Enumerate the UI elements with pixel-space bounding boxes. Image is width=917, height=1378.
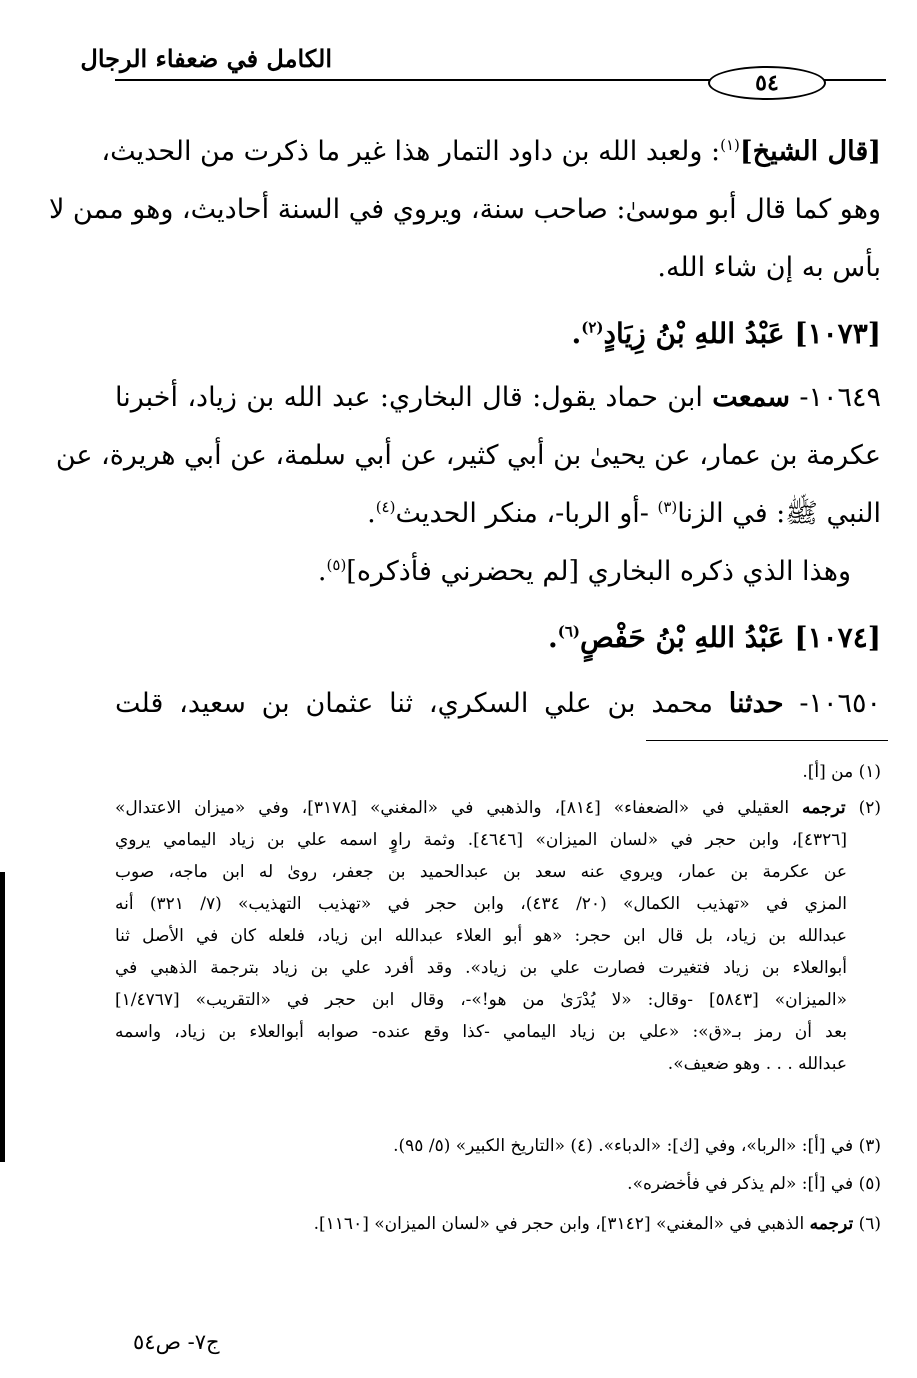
hadith-line bbox=[115, 380, 881, 416]
footnote-ref: (٦) bbox=[557, 622, 581, 641]
line-text: النبي ﷺ: في الزنا bbox=[677, 498, 881, 529]
page-number: ٥٤ bbox=[755, 70, 779, 96]
hadith-line bbox=[318, 554, 851, 590]
footnote-3-4: (٣) في [أ]: «الربا»، وفي [ك]: «الدباء». (٤) «التاريخ الكبير» (٥/ ٩٥). bbox=[393, 1136, 881, 1156]
line-text: العقيلي في «الضعفاء» [٨١٤]، والذهبي في «المغني» [٣١٧٨]، وفي «ميزان الاعتدال» bbox=[115, 798, 803, 818]
footnote-ref: (٤) bbox=[375, 498, 396, 516]
line-text: وهذا الذي ذكره البخاري [لم يحضرني فأذكره] bbox=[346, 556, 851, 587]
line-text: . bbox=[317, 556, 327, 587]
header-rule-right bbox=[824, 79, 886, 81]
entry-heading-text: [١٠٧٤] عَبْدُ اللهِ بْنُ حَفْصٍ bbox=[580, 621, 881, 654]
hadith-line: عكرمة بن عمار، عن يحيىٰ بن أبي كثير، عن أبي سلمة، عن أبي هريرة، عن bbox=[55, 440, 881, 471]
footnote-2-line: عبدالله بن زياد، بل قال ابن حجر: «هو أبو العلاء عبدالله ابن زياد، فلعله كان في الأصل ثنا bbox=[115, 926, 847, 946]
footnote-6 bbox=[314, 1212, 881, 1236]
hadith-line bbox=[367, 496, 881, 532]
hadith-keyword: سمعت bbox=[712, 382, 790, 413]
hadith-line bbox=[115, 686, 881, 722]
footnote-ref: (٢) bbox=[581, 318, 604, 337]
line-text: ابن حماد يقول: قال البخاري: عبد الله بن زياد، أخبرنا bbox=[115, 382, 713, 413]
footnote-2-line: عن عكرمة بن عمار، ويروي عنه سعد بن عبدالحميد بن جعفر، روىٰ له ابن ماجه، صوب bbox=[115, 862, 847, 882]
line-text: : ولعبد الله بن داود التمار هذا غير ما ذكرت من الحديث، bbox=[101, 136, 721, 167]
footnote-number: (٢) bbox=[845, 798, 882, 818]
entry-heading-end: . bbox=[571, 317, 582, 350]
footnote-2-line: المزي في «تهذيب الكمال» (٢٠/ ٤٣٤)، وابن حجر في «تهذيب التهذيب» (٧/ ٣٢١) أنه bbox=[115, 894, 847, 914]
footnote-ref: (١) bbox=[720, 136, 740, 154]
paragraph-line bbox=[101, 134, 881, 170]
page-reference: ج٧- ص٥٤ bbox=[133, 1330, 220, 1354]
hadith-number: ١٠٦٥٠- bbox=[783, 688, 881, 719]
footnote-keyword: ترجمه bbox=[809, 1214, 854, 1234]
footnote-separator bbox=[646, 740, 888, 741]
entry-heading-text: [١٠٧٣] عَبْدُ اللهِ بْنُ زِيَادٍ bbox=[603, 317, 881, 350]
footnote-ref: (٥) bbox=[326, 556, 347, 574]
page-number-oval bbox=[708, 66, 826, 100]
footnote-2-line bbox=[115, 796, 881, 820]
entry-heading bbox=[548, 620, 881, 656]
footnote-2-line: بعد أن رمز بـ«ق»: «علي بن زياد اليمامي -كذا وقع عنده- صوابه أبوالعلاء بن زياد، واسمه bbox=[115, 1022, 847, 1042]
paragraph-line: بأس به إن شاء الله. bbox=[657, 252, 881, 283]
footnote-number: (٦) bbox=[853, 1214, 881, 1234]
line-text: -أو الربا-، منكر الحديث bbox=[395, 498, 658, 529]
line-text: . bbox=[367, 498, 376, 529]
footnote-ref: (٣) bbox=[657, 498, 678, 516]
footnote-1: (١) من [أ]. bbox=[802, 762, 881, 782]
footnote-2-line: أبوالعلاء بن زياد فتغيرت فصارت علي بن زياد». وقد أفرد علي بن زياد بترجمة الذهبي في bbox=[115, 958, 847, 978]
hadith-keyword: حدثنا bbox=[728, 688, 784, 719]
running-title: الكامل في ضعفاء الرجال bbox=[80, 44, 332, 73]
footnote-5: (٥) في [أ]: «لم يذكر في فأخضره». bbox=[627, 1174, 881, 1194]
footnote-2-line: «الميزان» [٥٨٤٣] -وقال: «لا يُدْرَىٰ من هو!»-، وقال ابن حجر في «التقريب» [١/٤٧٦٧] bbox=[115, 990, 847, 1010]
paragraph-line: وهو كما قال أبو موسىٰ: صاحب سنة، ويروي في السنة أحاديث، وهو ممن لا bbox=[48, 194, 881, 225]
line-text: محمد بن علي السكري، ثنا عثمان بن سعيد، قلت bbox=[115, 688, 729, 719]
footnote-keyword: ترجمه bbox=[802, 798, 846, 818]
speaker-label: [قال الشيخ] bbox=[739, 136, 881, 167]
hadith-number: ١٠٦٤٩- bbox=[790, 382, 881, 413]
entry-heading bbox=[571, 316, 881, 352]
footnote-2-line: عبدالله . . . وهو ضعيف». bbox=[667, 1054, 847, 1074]
header-rule bbox=[115, 79, 771, 81]
footnote-2-line: [٤٣٢٦]، وابن حجر في «لسان الميزان» [٤٦٤٦]. وثمة راوٍ اسمه علي بن زياد اليمامي يروي bbox=[115, 830, 848, 850]
line-text: الذهبي في «المغني» [٣١٤٢]، وابن حجر في «لسان الميزان» [١١٦٠]. bbox=[313, 1214, 810, 1234]
margin-scan-mark bbox=[0, 872, 5, 1162]
entry-heading-end: . bbox=[547, 621, 558, 654]
